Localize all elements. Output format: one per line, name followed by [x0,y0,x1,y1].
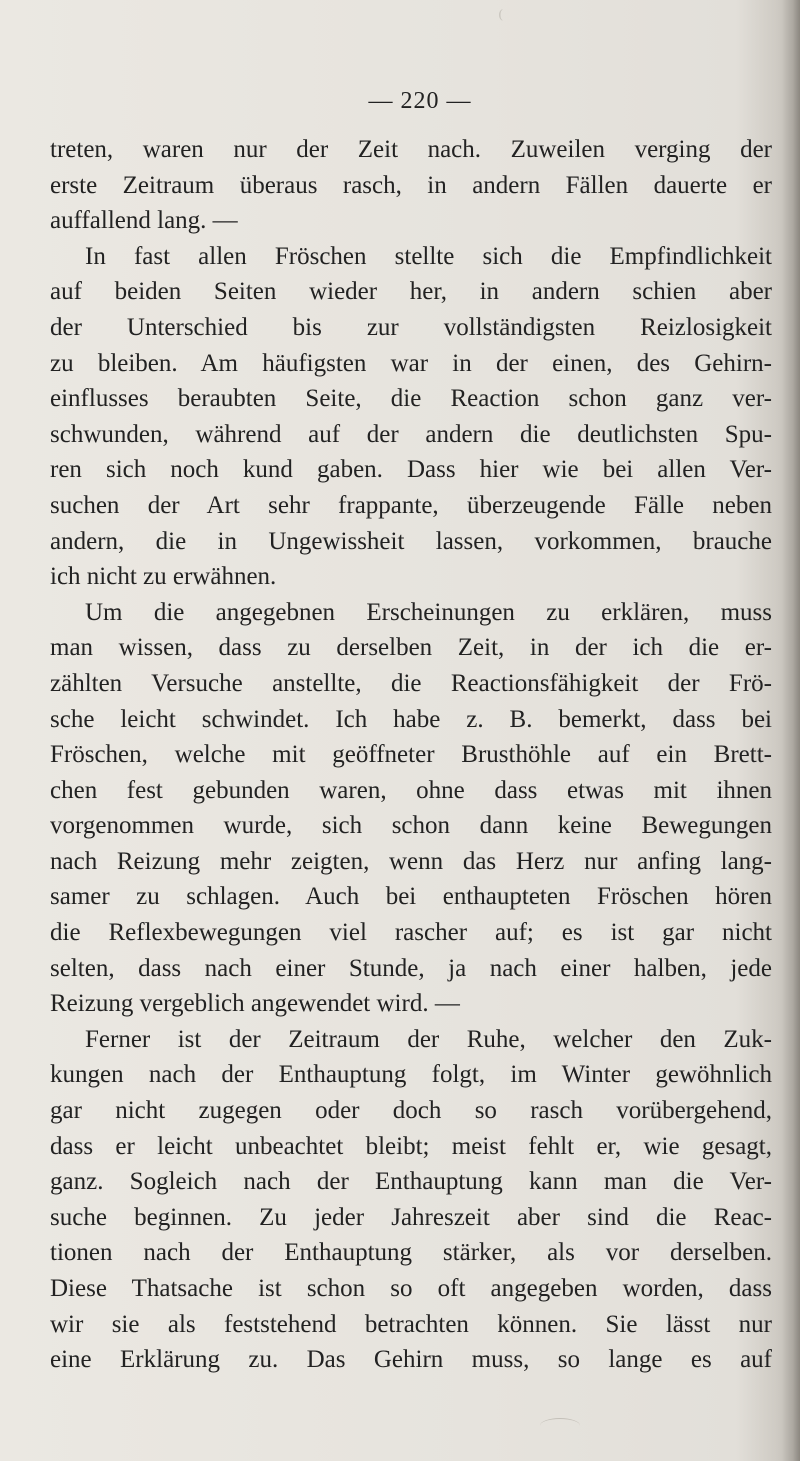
text-line: andern, die in Ungewissheit lassen, vorkommen, brauche [50,527,772,555]
text-line: wir sie als feststehend betrachten können. Sie lässt nur [50,1310,772,1338]
text-line: auffallend lang. — [50,207,238,235]
text-line: suche beginnen. Zu jeder Jahreszeit aber sind die Reac- [50,1203,772,1231]
text-line: zählten Versuche anstellte, die Reactionsfähigkeit der Frö- [50,669,772,697]
body-text [50,132,772,1378]
text-line: ich nicht zu erwähnen. [50,563,277,591]
text-line: vorgenommen wurde, sich schon dann keine Bewegungen [50,812,772,840]
text-line: Ferner ist der Zeitraum der Ruhe, welcher den Zuk- [85,1025,772,1053]
text-line: kungen nach der Enthauptung folgt, im Winter gewöhnlich [50,1061,772,1089]
text-line: tionen nach der Enthauptung stärker, als vor derselben. [50,1239,772,1267]
text-line: man wissen, dass zu derselben Zeit, in der ich die er- [50,634,772,662]
text-line: ganz. Sogleich nach der Enthauptung kann man die Ver- [50,1168,772,1196]
text-line: eine Erklärung zu. Das Gehirn muss, so lange es auf [50,1346,772,1374]
text-line: Fröschen, welche mit geöffneter Brusthöhle auf ein Brett- [50,741,772,769]
text-line: dass er leicht unbeachtet bleibt; meist fehlt er, wie gesagt, [50,1132,772,1160]
text-line: sche leicht schwindet. Ich habe z. B. bemerkt, dass bei [50,705,772,733]
text-line: nach Reizung mehr zeigten, wenn das Herz nur anfing lang- [50,847,772,875]
page-number: — 220 — [368,88,472,114]
text-line: Um die angegebnen Erscheinungen zu erklären, muss [85,598,772,626]
text-line: suchen der Art sehr frappante, überzeugende Fälle neben [50,491,772,519]
text-line: schwunden, während auf der andern die deutlichsten Spu- [50,420,772,448]
text-line: Reizung vergeblich angewendet wird. — [50,990,460,1018]
text-line: erste Zeitraum überaus rasch, in andern Fällen dauerte er [50,171,772,199]
text-line: In fast allen Fröschen stellte sich die Empfindlichkeit [85,242,772,270]
paper-smudge [540,1418,580,1433]
text-line: ren sich noch kund gaben. Dass hier wie bei allen Ver- [50,456,772,484]
text-line: treten, waren nur der Zeit nach. Zuweilen verging der [50,136,772,163]
text-line: der Unterschied bis zur vollständigsten Reizlosigkeit [50,313,772,341]
text-line: zu bleiben. Am häufigsten war in der einen, des Gehirn- [50,349,772,377]
page-edge-shadow [782,0,800,1461]
ink-mark: ⁽ [498,6,504,31]
text-line: Diese Thatsache ist schon so oft angegeben worden, dass [50,1275,772,1302]
text-line: auf beiden Seiten wieder her, in andern schien aber [50,278,772,306]
text-line: die Reflexbewegungen viel rascher auf; es ist gar nicht [50,919,772,947]
text-line: einflusses beraubten Seite, die Reaction schon ganz ver- [50,385,772,413]
text-line: chen fest gebunden waren, ohne dass etwas mit ihnen [50,776,772,804]
text-line: samer zu schlagen. Auch bei enthaupteten Fröschen hören [50,883,772,911]
text-line: selten, dass nach einer Stunde, ja nach einer halben, jede [50,954,772,982]
text-line: gar nicht zugegen oder doch so rasch vorübergehend, [50,1097,772,1125]
